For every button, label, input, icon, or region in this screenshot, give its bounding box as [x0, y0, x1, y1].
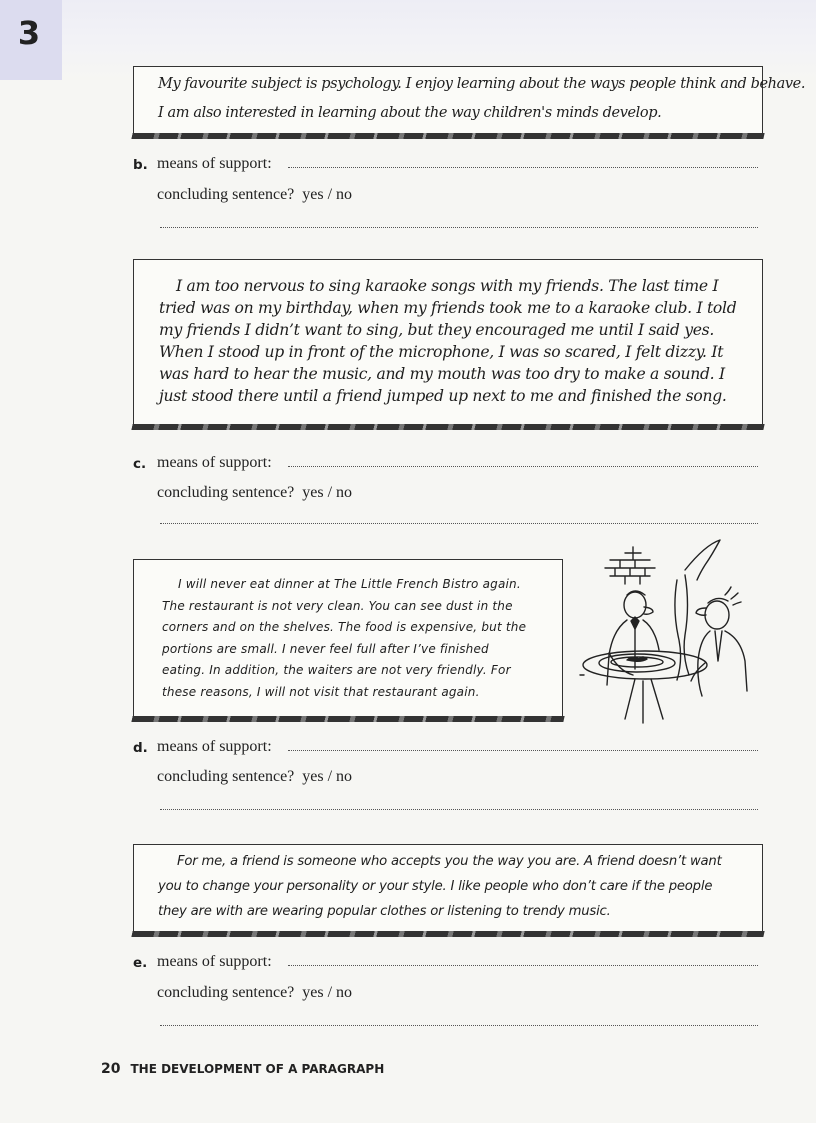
paragraph-line: I am too nervous to sing karaoke songs with my friends. The last time I [176, 277, 719, 295]
means-of-support-label: means of support: [157, 155, 272, 172]
answer-line-support[interactable] [288, 750, 758, 751]
paragraph-text [159, 275, 759, 407]
paragraph-line: I will never eat dinner at The Little French Bistro again. [178, 577, 521, 591]
means-of-support-label: means of support: [157, 953, 272, 970]
paragraph-line: For me, a friend is someone who accepts you the way you are. A friend doesn’t want [177, 854, 722, 869]
paragraph-text [158, 70, 806, 128]
question-letter: c. [133, 456, 147, 472]
concluding-sentence-label: concluding sentence? yes / no [157, 984, 353, 1001]
answer-line-concluding[interactable] [160, 1025, 758, 1026]
paragraph-line: tried was on my birthday, when my friends took me to a karaoke club. I told [159, 299, 737, 317]
answer-line-concluding[interactable] [160, 809, 758, 810]
page-number: 20 [101, 1061, 121, 1077]
question-letter: d. [133, 740, 148, 756]
paragraph-line: The restaurant is not very clean. You can see dust in the [162, 598, 513, 613]
paragraph-line: eating. In addition, the waiters are not very friendly. For [162, 663, 511, 677]
paragraph-line: I am also interested in learning about the way children's minds develop. [158, 105, 662, 121]
means-of-support-label: means of support: [157, 738, 272, 755]
question-letter: b. [133, 157, 148, 173]
paragraph-line: corners and on the shelves. The food is expensive, but the [162, 620, 527, 634]
paragraph-text [162, 574, 562, 703]
paragraph-line: these reasons, I will not visit that restaurant again. [162, 684, 480, 699]
paragraph-line: My favourite subject is psychology. I enjoy learning about the ways people think and behave. [158, 76, 806, 92]
paragraph-box-d [133, 559, 563, 718]
answer-line-concluding[interactable] [160, 227, 758, 228]
paragraph-box-c [133, 259, 763, 426]
paragraph-line: just stood there until a friend jumped up next to me and finished the song. [159, 387, 727, 405]
paragraph-line: portions are small. I never feel full after I’ve finished [162, 641, 489, 656]
paragraph-line: you to change your personality or your style. I like people who don’t care if the people [158, 879, 713, 894]
answer-line-support[interactable] [288, 466, 758, 467]
concluding-sentence-label: concluding sentence? yes / no [157, 186, 353, 203]
means-of-support-label: means of support: [157, 454, 272, 471]
paragraph-line: they are with are wearing popular clothes or listening to trendy music. [158, 904, 611, 919]
section-title: THE DEVELOPMENT OF A PARAGRAPH [130, 1062, 385, 1076]
concluding-sentence-label: concluding sentence? yes / no [157, 484, 353, 501]
paragraph-text [158, 849, 758, 924]
paragraph-box-a [133, 66, 806, 135]
page-footer [101, 1061, 384, 1077]
question-letter: e. [133, 955, 148, 971]
paragraph-line: was hard to hear the music, and my mouth was too dry to make a sound. I [159, 365, 725, 383]
concluding-sentence-label: concluding sentence? yes / no [157, 768, 353, 785]
answer-line-concluding[interactable] [160, 523, 758, 524]
paragraph-box-e [133, 844, 763, 933]
paragraph-line: When I stood up in front of the microphone, I was so scared, I felt dizzy. It [159, 343, 724, 361]
chapter-number: 3 [17, 14, 41, 52]
restaurant-illustration [565, 535, 765, 730]
answer-line-support[interactable] [288, 167, 758, 168]
paragraph-line: my friends I didn’t want to sing, but they encouraged me until I said yes. [159, 321, 715, 339]
answer-line-support[interactable] [288, 965, 758, 966]
